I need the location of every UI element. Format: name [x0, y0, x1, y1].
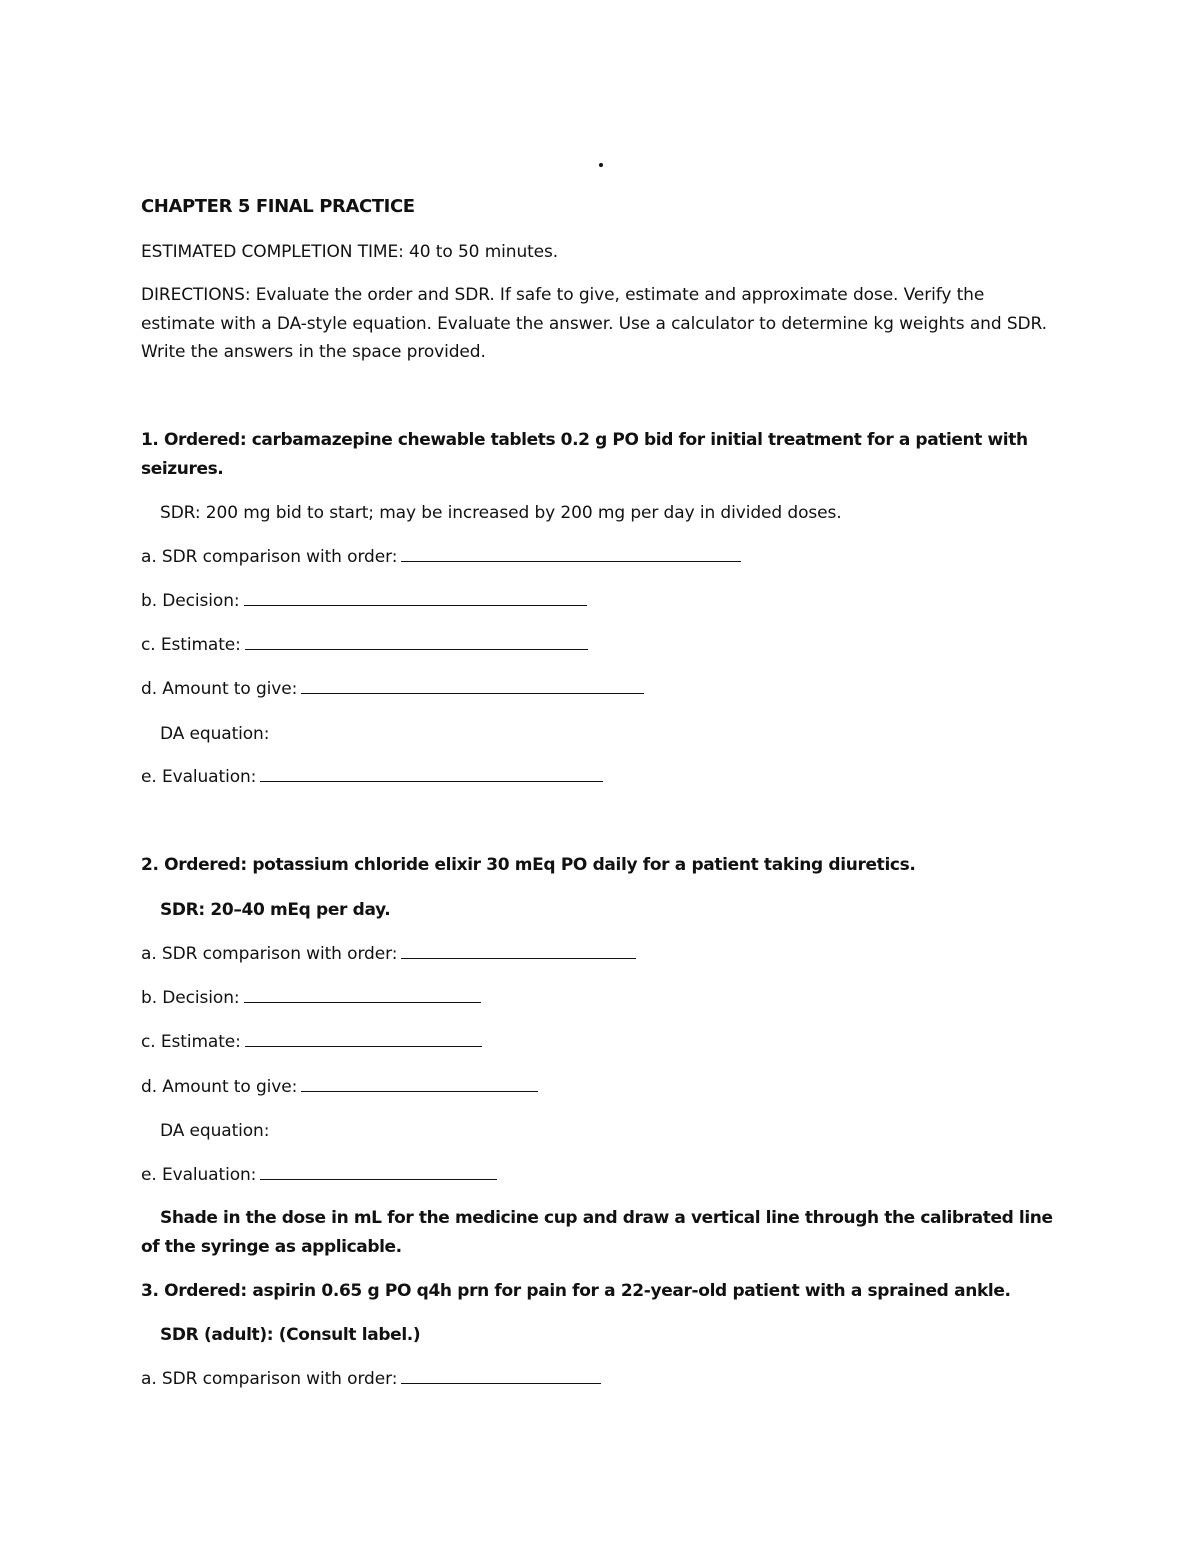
- q2-a-label: a. SDR comparison with order:: [141, 944, 398, 964]
- q3-order: 3. Ordered: aspirin 0.65 g PO q4h prn for pain for a 22-year-old patient with a sprained ankle.: [141, 1281, 1011, 1301]
- q2-b-blank[interactable]: [244, 985, 481, 1003]
- shade-instruction: Shade in the dose in mL for the medicine cup and draw a vertical line through the calibrated line of the syringe as applicable.: [141, 1208, 1053, 1257]
- q3-a-blank[interactable]: [401, 1366, 601, 1384]
- q2-d-row: [141, 1073, 538, 1101]
- q2-d-label: d. Amount to give:: [141, 1077, 298, 1097]
- q1-d-blank[interactable]: [301, 676, 644, 694]
- q1-sdr: SDR: 200 mg bid to start; may be increased by 200 mg per day in divided doses.: [160, 503, 842, 523]
- q2-sdr: SDR: 20–40 mEq per day.: [160, 900, 391, 920]
- q1-b-label: b. Decision:: [141, 591, 240, 611]
- q2-a-blank[interactable]: [401, 941, 636, 959]
- q1-order: 1. Ordered: carbamazepine chewable tablets 0.2 g PO bid for initial treatment for a patient with seizures.: [141, 430, 1028, 479]
- q2-a-row: [141, 940, 636, 968]
- q2-c-label: c. Estimate:: [141, 1032, 241, 1052]
- estimated-time: ESTIMATED COMPLETION TIME: 40 to 50 minutes.: [141, 242, 559, 262]
- q2-c-blank[interactable]: [245, 1029, 482, 1047]
- q3-sdr: SDR (adult): (Consult label.): [160, 1325, 421, 1345]
- q2-e-row: [141, 1161, 497, 1189]
- q2-c-row: [141, 1028, 482, 1056]
- page-title: CHAPTER 5 FINAL PRACTICE: [141, 196, 415, 217]
- header-dot: [599, 163, 603, 167]
- q2-d-blank[interactable]: [301, 1074, 538, 1092]
- q3-a-row: [141, 1365, 601, 1393]
- q3-a-label: a. SDR comparison with order:: [141, 1369, 398, 1389]
- q2-b-label: b. Decision:: [141, 988, 240, 1008]
- q1-c-blank[interactable]: [245, 632, 588, 650]
- q1-b-blank[interactable]: [244, 588, 587, 606]
- q2-e-label: e. Evaluation:: [141, 1165, 257, 1185]
- q1-c-label: c. Estimate:: [141, 635, 241, 655]
- q1-c-row: [141, 631, 588, 659]
- q2-da-equation: DA equation:: [160, 1121, 270, 1141]
- q1-d-label: d. Amount to give:: [141, 679, 298, 699]
- q1-a-row: [141, 543, 741, 571]
- q1-a-label: a. SDR comparison with order:: [141, 547, 398, 567]
- q1-b-row: [141, 587, 587, 615]
- q1-e-row: [141, 763, 603, 791]
- q1-d-row: [141, 675, 644, 703]
- q2-order: 2. Ordered: potassium chloride elixir 30 mEq PO daily for a patient taking diuretics.: [141, 855, 916, 875]
- q1-a-blank[interactable]: [401, 544, 741, 562]
- directions: DIRECTIONS: Evaluate the order and SDR. If safe to give, estimate and approximate dose. Verify the estimate with a DA-style equation. Evaluate the answer. Use a calculator to determine kg weights and SDR. Write the answers in the space provided.: [141, 285, 1047, 362]
- q1-e-blank[interactable]: [260, 764, 603, 782]
- q2-e-blank[interactable]: [260, 1162, 497, 1180]
- q2-b-row: [141, 984, 481, 1012]
- q1-e-label: e. Evaluation:: [141, 767, 257, 787]
- q1-da-equation: DA equation:: [160, 724, 270, 744]
